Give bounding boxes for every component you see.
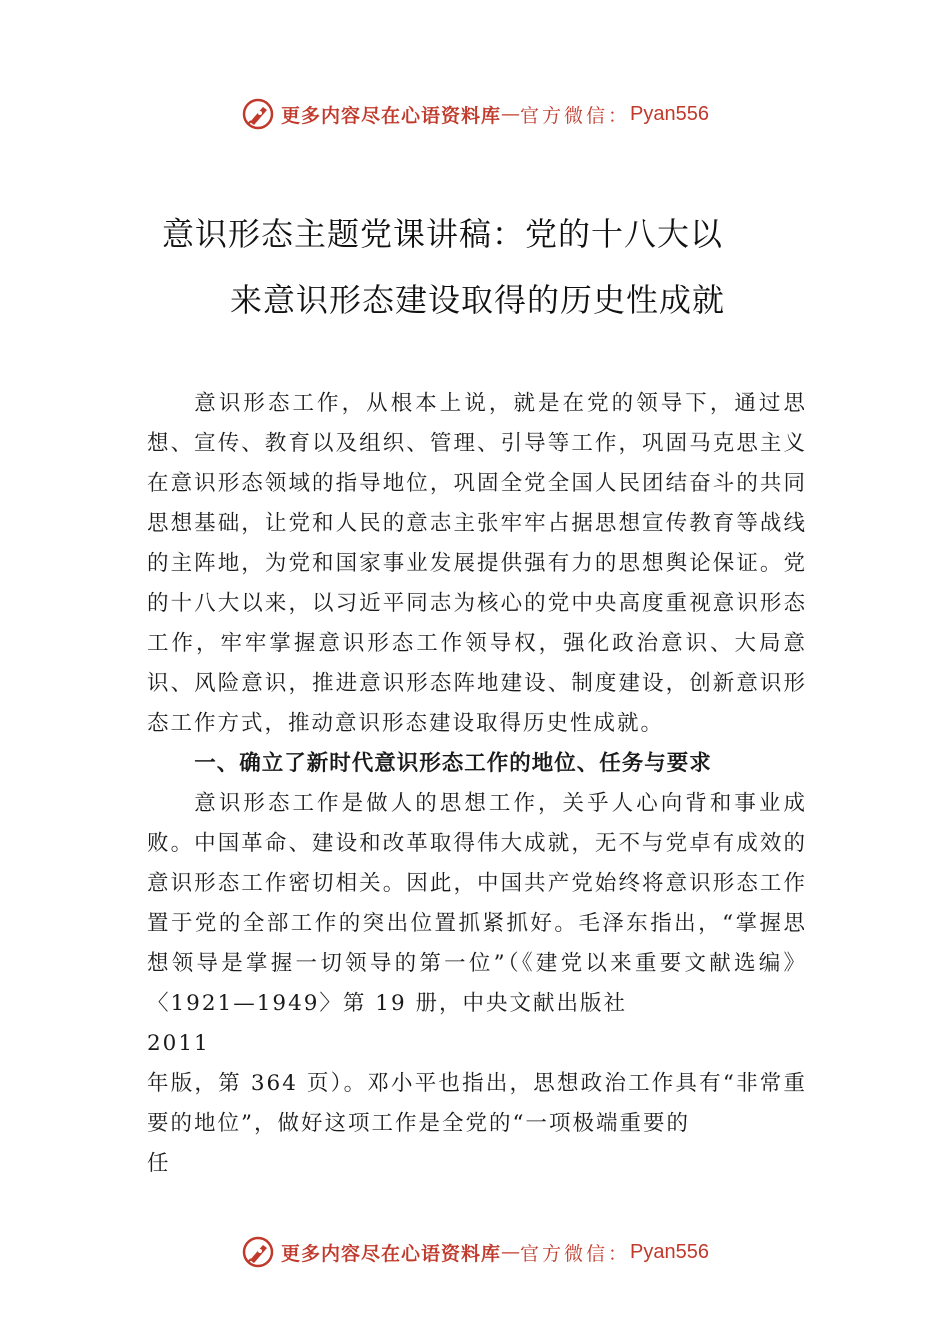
banner-wechat-id: Pyan556 <box>630 1240 709 1263</box>
banner-wechat-label: 官方微信： <box>520 1242 631 1265</box>
pen-nib-logo-icon <box>241 97 275 131</box>
document-title-line-1: 意识形态主题党课讲稿：党的十八大以 <box>162 215 724 253</box>
pen-nib-logo-icon <box>241 1235 275 1269</box>
section-heading: 一、确立了新时代意识形态工作的地位、任务与要求 <box>194 751 712 776</box>
body-fragment-year: 2011 <box>147 1031 210 1056</box>
header-banner <box>0 94 950 134</box>
document-title-line-2: 来意识形态建设取得的历史性成就 <box>230 281 726 319</box>
body-paragraph: 意识形态工作，从根本上说，就是在党的领导下，通过思想、宣传、教育以及组织、管理、引导等工作，巩固马克思主义在意识形态领域的指导地位，巩固全党全国人民团结奋斗的共同思想基础，让党和人民的意志主张牢牢占据思想宣传教育等战线的主阵地，为党和国家事业发展提供强有力的思想舆论保证。党的十八大以来，以习近平同志为核心的党中央高度重视意识形态工作，牢牢掌握意识形态工作领导权，强化政治意识、大局意识、风险意识，推进意识形态阵地建设、制度建设，创新意识形态工作方式，推动意识形态建设取得历史性成就。 <box>147 391 807 736</box>
banner-separator: — <box>501 103 521 125</box>
banner-wechat-label: 官方微信： <box>520 104 631 127</box>
banner-wechat-id: Pyan556 <box>630 102 709 125</box>
banner-brand-text: 更多内容尽在心语资料库 <box>281 104 502 127</box>
footer-banner <box>0 1232 950 1272</box>
banner-brand-text: 更多内容尽在心语资料库 <box>281 1242 502 1265</box>
body-fragment-end: 任 <box>147 1151 171 1176</box>
document-body <box>147 384 807 1184</box>
body-paragraph: 年版，第 364 页）。邓小平也指出，思想政治工作具有“非常重要的地位”，做好这项工作是全党的“一项极端重要的 <box>147 1071 807 1136</box>
body-paragraph: 意识形态工作是做人的思想工作，关乎人心向背和事业成败。中国革命、建设和改革取得伟大成就，无不与党卓有成效的意识形态工作密切相关。因此，中国共产党始终将意识形态工作置于党的全部工作的突出位置抓紧抓好。毛泽东指出，“掌握思想领导是掌握一切领导的第一位”（《建党以来重要文献选编》〈1921—1949〉第 19 册，中央文献出版社 <box>147 791 807 1016</box>
banner-separator: — <box>501 1241 521 1263</box>
